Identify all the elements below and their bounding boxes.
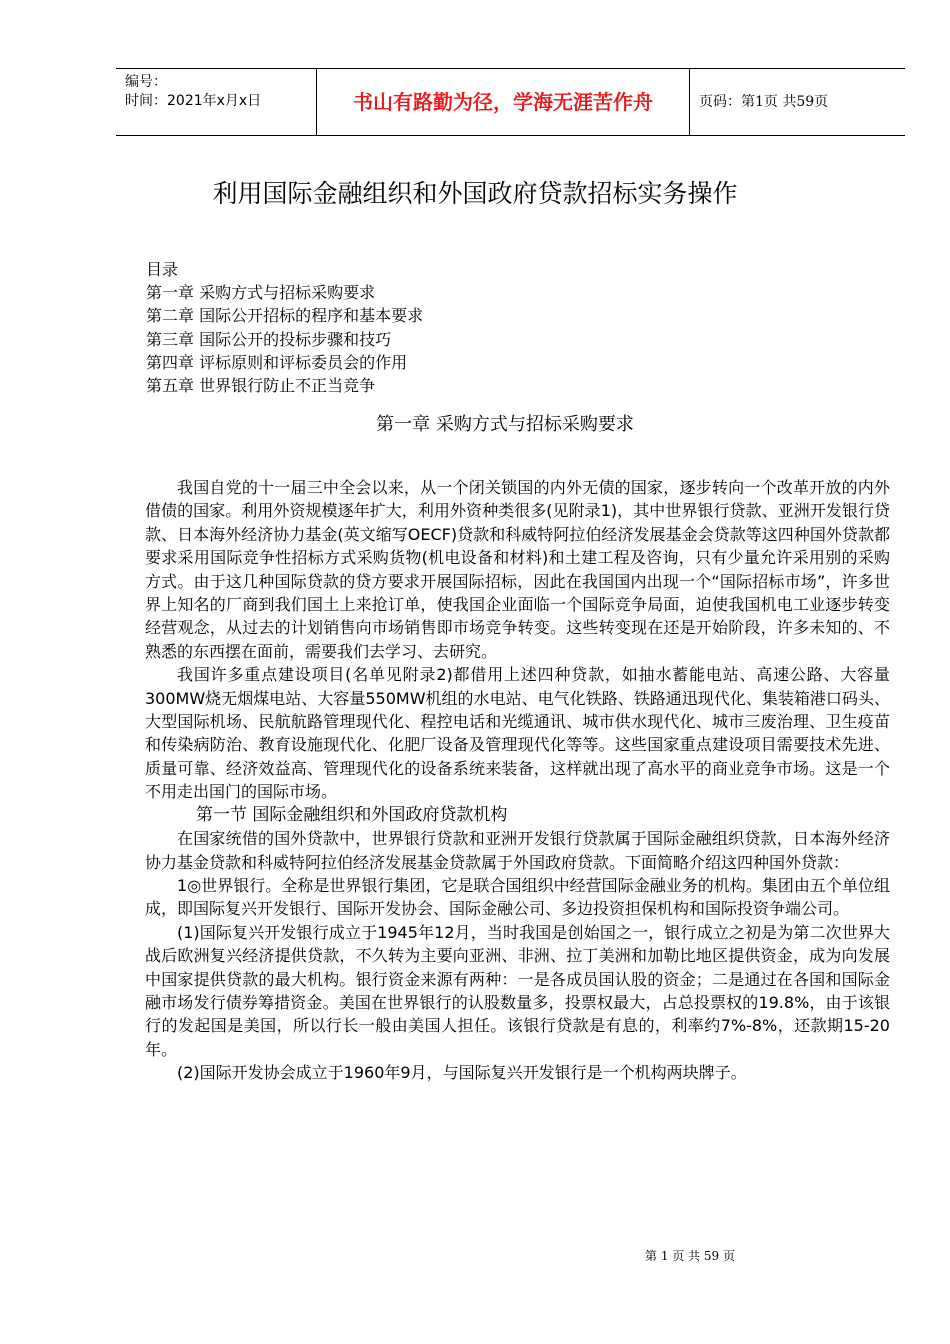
page-footer: 第 1 页 共 59 页 bbox=[645, 1249, 735, 1263]
toc-item: 第三章 国际公开的投标步骤和技巧 bbox=[146, 329, 392, 349]
header-table bbox=[116, 68, 905, 136]
document-title: 利用国际金融组织和外国政府贷款招标实务操作 bbox=[212, 179, 738, 208]
document-time-label: 时间：2021年x月x日 bbox=[125, 93, 262, 109]
toc-item: 第五章 世界银行防止不正当竞争 bbox=[146, 376, 376, 396]
paragraph: 在国家统借的国外贷款中，世界银行贷款和亚洲开发银行贷款属于国际金融组织贷款，日本海外经济协力基金贷款和科威特阿拉伯经济发展基金贷款属于外国政府贷款。下面简略介绍这四种国外贷款： bbox=[145, 829, 890, 872]
header-meta-cell bbox=[116, 69, 317, 135]
chapter-title: 第一章 采购方式与招标采购要求 bbox=[376, 414, 634, 435]
document-number-label: 编号： bbox=[125, 74, 167, 90]
paragraph: 1◎世界银行。全称是世界银行集团，它是联合国组织中经营国际金融业务的机构。集团由五个单位组成，即国际复兴开发银行、国际开发协会、国际金融公司、多边投资担保机构和国际投资争端公司。 bbox=[145, 875, 890, 919]
toc-item: 第四章 评标原则和评标委员会的作用 bbox=[146, 352, 408, 372]
header-motto-cell bbox=[317, 69, 690, 135]
body-text bbox=[145, 476, 890, 1085]
toc-heading: 目录 bbox=[146, 260, 179, 279]
header-page-cell bbox=[690, 69, 905, 135]
paragraph: (2)国际开发协会成立于1960年9月，与国际复兴开发银行是一个机构两块牌子。 bbox=[177, 1063, 747, 1083]
header-page-info: 页码：第1页 共59页 bbox=[699, 94, 829, 110]
paragraph: (1)国际复兴开发银行成立于1945年12月，当时我国是创始国之一，银行成立之初是为第二次世界大战后欧洲复兴经济提供贷款，不久转为主要向亚洲、非洲、拉丁美洲和加勒比地区提供资金，成为向发展中国家提供贷款的最大机构。银行资金来源有两种：一是各成员国认股的资金；二是通过在各国和国际金融市场发行债券筹措资金。美国在世界银行的认股数量多，投票权最大，占总投票权的19.8%，由于该银行的发起国是美国，所以行长一般由美国人担任。该银行贷款是有息的，利率约7%-8%，还款期15-20年。 bbox=[145, 922, 890, 1059]
section-title: 第一节 国际金融组织和外国政府贷款机构 bbox=[196, 804, 508, 825]
paragraph: 我国自党的十一届三中全会以来，从一个闭关锁国的内外无债的国家，逐步转向一个改革开放的内外借债的国家。利用外资规模逐年扩大，利用外资种类很多(见附录1)，其中世界银行贷款、亚洲开发银行贷款、日本海外经济协力基金(英文缩写OECF)贷款和科威特阿拉伯经济发展基金会贷款等这四种国外贷款都要求采用国际竞争性招标方式采购货物(机电设备和材料)和土建工程及咨询，只有少量允许采用别的采购方式。由于这几种国际贷款的贷方要求开展国际招标，因此在我国国内出现一个“国际招标市场”，许多世界上知名的厂商到我们国土上来抢订单，使我国企业面临一个国际竞争局面，迫使我国机电工业逐步转变经营观念，从过去的计划销售向市场销售即市场竞争转变。这些转变现在还是开始阶段，许多未知的、不熟悉的东西摆在面前，需要我们去学习、去研究。 bbox=[145, 478, 890, 661]
table-of-contents bbox=[146, 258, 423, 397]
toc-item: 第二章 国际公开招标的程序和基本要求 bbox=[146, 306, 424, 326]
paragraph: 我国许多重点建设项目(名单见附录2)都借用上述四种贷款，如抽水蓄能电站、高速公路、大容量300MW烧无烟煤电站、大容量550MW机组的水电站、电气化铁路、铁路通迅现代化、集装箱港口码头、大型国际机场、民航航路管理现代化、程控电话和光缆通讯、城市供水现代化、城市三废治理、卫生疫苗和传染病防治、教育设施现代化、化肥厂设备及管理现代化等等。这些国家重点建设项目需要技术先进、质量可靠、经济效益高、管理现代化的设备系统来装备，这样就出现了高水平的商业竞争市场。这是一个不用走出国门的国际市场。 bbox=[145, 665, 890, 802]
header-motto: 书山有路勤为径，学海无涯苦作舟 bbox=[353, 90, 653, 114]
toc-item: 第一章 采购方式与招标采购要求 bbox=[146, 283, 376, 303]
